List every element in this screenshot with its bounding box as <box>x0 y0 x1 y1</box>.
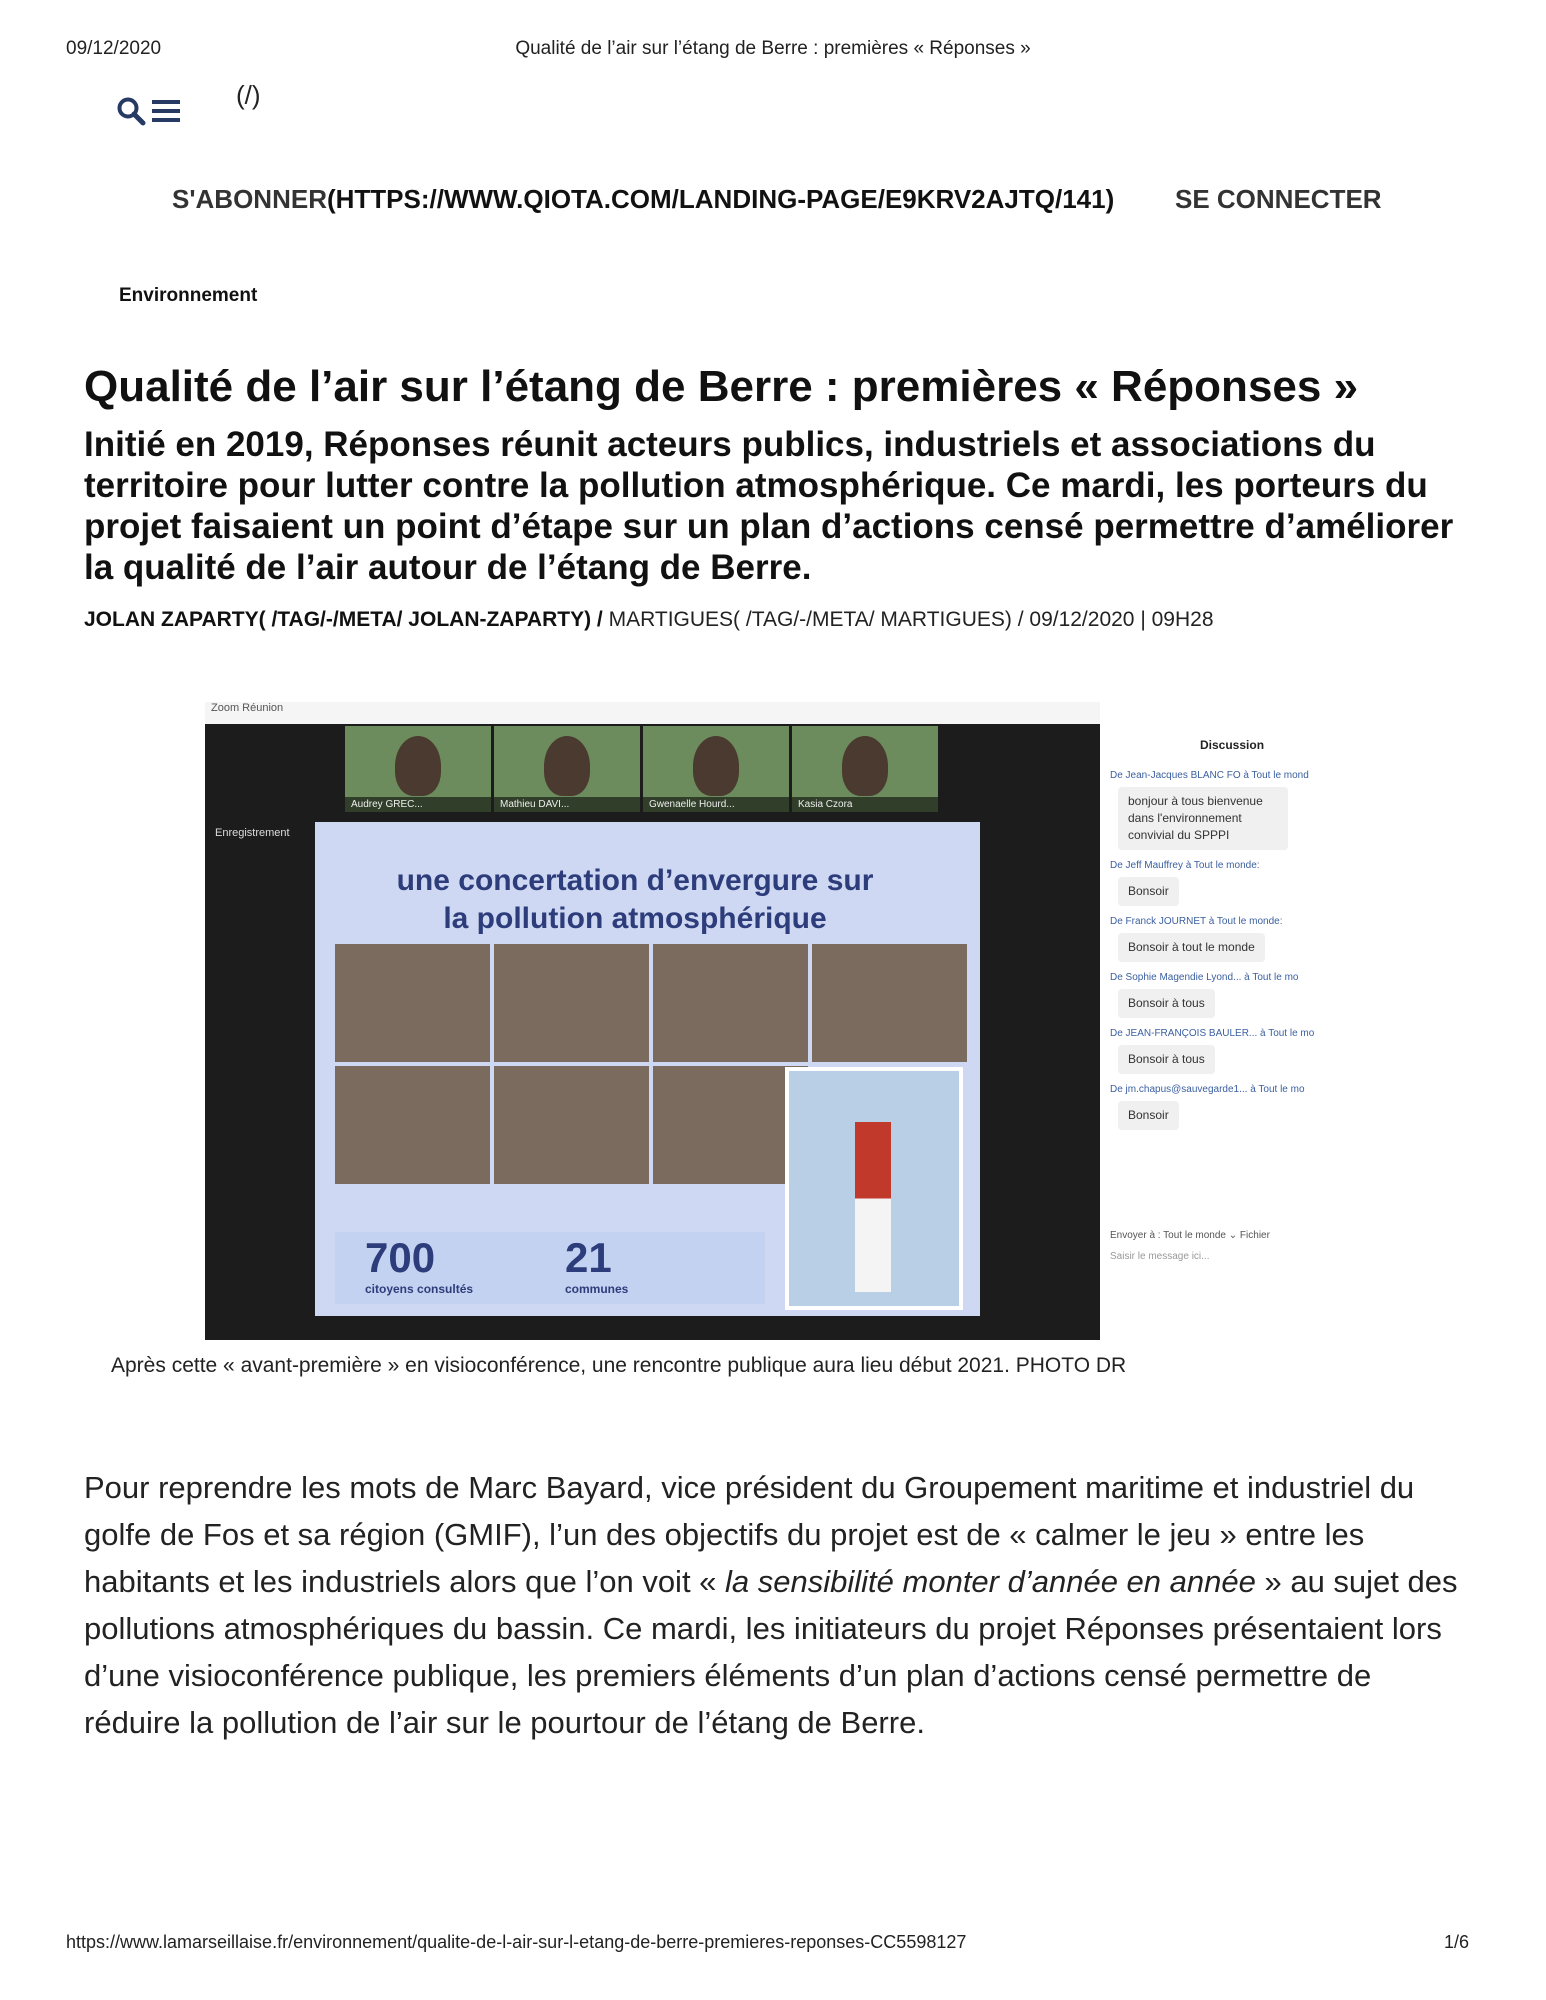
subscribe-label: S'ABONNER <box>172 184 327 214</box>
participant-name: Gwenaelle Hourd... <box>643 797 789 812</box>
subscribe-link[interactable] <box>172 184 1114 215</box>
chat-from: De JEAN-FRANÇOIS BAULER... à Tout le mo <box>1110 1028 1315 1039</box>
zoom-chat-panel <box>1100 702 1338 1340</box>
category-label[interactable]: Environnement <box>119 285 258 306</box>
participant-name: Kasia Czora <box>792 797 938 812</box>
connect-link[interactable]: SE CONNECTER <box>1175 184 1382 214</box>
body-text-end: » au sujet des pollutions atmosphériques du bassin. Ce mardi, les initiateurs du projet Réponses présentaient lors d’une visioconférence publique, les premiers éléments d’un plan d’actions censé permettre de réduire la pollution de l’air sur le pourtour de l’étang de Berre. <box>84 1564 1458 1740</box>
article-photo <box>205 702 1338 1340</box>
chat-send-area <box>1110 1230 1270 1262</box>
stat-communes-number: 21 <box>565 1234 612 1281</box>
chat-from: De Sophie Magendie Lyond... à Tout le mo <box>1110 972 1299 983</box>
home-link[interactable]: (/) <box>236 80 261 110</box>
stat-communes-label: communes <box>565 1282 629 1296</box>
chat-from: De Jeff Mauffrey à Tout le monde: <box>1110 860 1260 871</box>
participant-thumb <box>792 726 938 812</box>
print-title: Qualité de l’air sur l’étang de Berre : premières « Réponses » <box>515 38 1031 59</box>
presentation-slide <box>315 822 980 1316</box>
chat-text: Bonsoir à tout le monde <box>1118 933 1265 962</box>
nav-icons <box>116 96 180 131</box>
chat-message <box>1110 1028 1330 1084</box>
print-date: 09/12/2020 <box>66 38 162 59</box>
article-body-paragraph <box>84 1464 1464 1746</box>
lighthouse-tower <box>855 1122 891 1292</box>
chat-text: Bonsoir <box>1118 877 1179 906</box>
menu-icon[interactable] <box>152 98 180 129</box>
chat-from: De jm.chapus@sauvegarde1... à Tout le mo <box>1110 1084 1305 1095</box>
article-standfirst: Initié en 2019, Réponses réunit acteurs publics, industriels et associations du territoire pour lutter contre la pollution atmosphérique. Ce mardi, les porteurs du projet faisaient un point d’étape sur un plan d’actions censé permettre d’améliorer la qualité de l’air autour de l’étang de Berre. <box>84 425 1454 587</box>
chat-from: De Jean-Jacques BLANC FO à Tout le mond <box>1110 770 1309 781</box>
body-text-start: Pour reprendre les mots de Marc Bayard, vice président du Groupement maritime et industriel du golfe de Fos et sa région (GMIF), l’un des objectifs du projet est de « calmer le jeu » entre les habitants et les industriels alors que l’on voit « <box>84 1470 1415 1599</box>
slide-title: une concertation d’envergure sur la pollution atmosphérique <box>396 864 874 935</box>
search-icon[interactable] <box>116 96 146 131</box>
subscribe-url: (HTTPS://WWW.QIOTA.COM/LANDING-PAGE/E9KRV2AJTQ/141) <box>326 184 1115 214</box>
footer-url: https://www.lamarseillaise.fr/environnement/qualite-de-l-air-sur-l-etang-de-berre-premieres-reponses-CC5598127 <box>66 1932 967 1952</box>
byline-rest: MARTIGUES( /TAG/-/META/ MARTIGUES) / 09/12/2020 | 09H28 <box>602 608 1214 631</box>
chat-from: De Franck JOURNET à Tout le monde: <box>1110 916 1283 927</box>
chat-message <box>1110 770 1330 860</box>
byline-author[interactable]: JOLAN ZAPARTY( /TAG/-/META/ JOLAN-ZAPARTY) / <box>84 608 603 631</box>
participant-thumb <box>345 726 491 812</box>
recording-indicator: Enregistrement <box>215 827 290 839</box>
chat-text: Bonsoir à tous <box>1118 989 1215 1018</box>
chat-title: Discussion <box>1200 738 1265 752</box>
slide-stats <box>335 1232 765 1304</box>
footer-page-number: 1/6 <box>1444 1932 1470 1952</box>
chat-message <box>1110 972 1330 1028</box>
participant-thumbs <box>345 726 938 812</box>
participant-thumb <box>643 726 789 812</box>
body-quote: la sensibilité monter d’année en année <box>725 1564 1256 1599</box>
article-headline: Qualité de l’air sur l’étang de Berre : premières « Réponses » <box>84 362 1359 411</box>
zoom-window-title: Zoom Réunion <box>211 702 284 714</box>
chat-input-placeholder: Saisir le message ici... <box>1110 1251 1210 1262</box>
photo-caption: Après cette « avant-première » en visioconférence, une rencontre publique aura lieu début 2021. PHOTO DR <box>111 1354 1127 1377</box>
participant-thumb <box>494 726 640 812</box>
chat-message <box>1110 1084 1330 1140</box>
byline <box>84 608 1214 632</box>
chat-text: bonjour à tous bienvenue dans l'environnement convivial du SPPPI <box>1118 787 1288 850</box>
chat-list <box>1110 770 1330 1140</box>
stat-citizens-label: citoyens consultés <box>365 1282 474 1296</box>
participant-name: Audrey GREC... <box>345 797 491 812</box>
chat-text: Bonsoir à tous <box>1118 1045 1215 1074</box>
chat-send-to: Envoyer à : Tout le monde ⌄ Fichier <box>1110 1230 1270 1241</box>
chat-message <box>1110 860 1330 916</box>
stat-citizens-number: 700 <box>365 1234 436 1281</box>
participant-name: Mathieu DAVI... <box>494 797 640 812</box>
chat-text: Bonsoir <box>1118 1101 1179 1130</box>
chat-message <box>1110 916 1330 972</box>
